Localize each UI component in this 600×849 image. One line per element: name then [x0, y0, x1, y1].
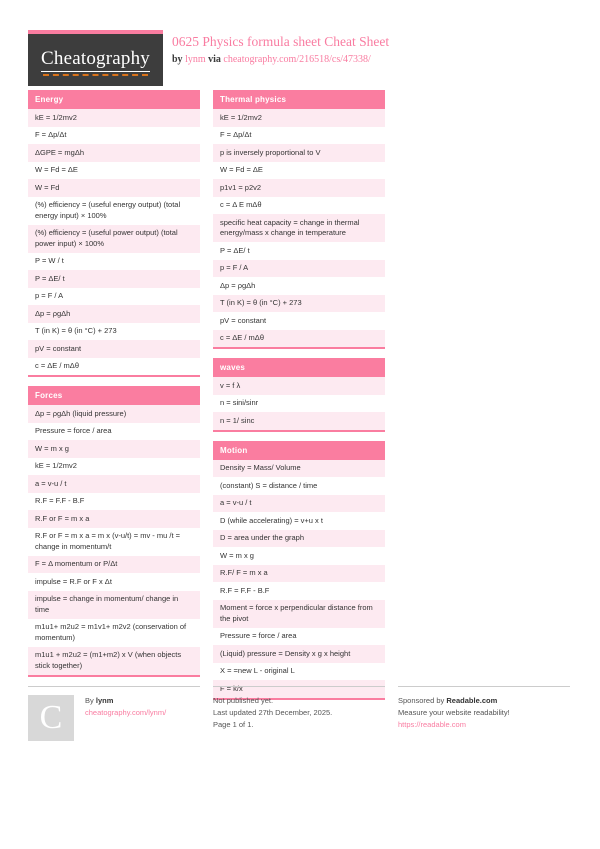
formula-row: F = Δ momentum or P/Δt — [28, 556, 200, 574]
footer-author-name: lynm — [95, 696, 114, 705]
formula-row: F = Δp/Δt — [28, 127, 200, 145]
author-link[interactable]: lynm — [185, 54, 206, 65]
formula-row: m1u1+ m2u2 = m1v1+ m2v2 (conservation of momentum) — [28, 619, 200, 647]
formula-row: impulse = R.F or F x Δt — [28, 573, 200, 591]
footer — [28, 686, 570, 741]
formula-row: p = F / A — [28, 288, 200, 306]
cheatography-logo[interactable] — [28, 30, 163, 86]
formula-row: F = Δp/Δt — [213, 127, 385, 145]
formula-row: Pressure = force / area — [213, 628, 385, 646]
section-thermal-physics — [213, 90, 385, 349]
formula-row: p is inversely proportional to V — [213, 144, 385, 162]
formula-row: F = k/x — [213, 680, 385, 698]
publish-status: Not published yet. — [213, 696, 274, 705]
sponsor-tagline: Measure your website readability! — [398, 708, 510, 717]
last-updated: Last updated 27th December, 2025. — [213, 708, 333, 717]
formula-row: Δp = ρgΔh — [213, 277, 385, 295]
formula-row: (Liquid) pressure = Density x g x height — [213, 645, 385, 663]
column-left — [28, 90, 200, 709]
title-block — [172, 34, 389, 65]
section-header: Motion — [213, 441, 385, 460]
sheet-url-link[interactable]: cheatography.com/216518/cs/47338/ — [223, 54, 371, 65]
formula-row: c = ΔE / mΔθ — [28, 358, 200, 376]
formula-row: Δp = ρgΔh (liquid pressure) — [28, 405, 200, 423]
formula-row: c = ΔE / mΔθ — [213, 330, 385, 348]
formula-row: P = ΔE/ t — [213, 242, 385, 260]
formula-row: R.F or F = m x a = m x (v-u/t) = mv - mu /t = change in momentum/t — [28, 528, 200, 556]
formula-row: R.F = F.F - B.F — [28, 493, 200, 511]
formula-row: a = v-u / t — [213, 495, 385, 513]
section-forces — [28, 386, 200, 677]
formula-row: R.F/ F = m x a — [213, 565, 385, 583]
formula-row: D = area under the graph — [213, 530, 385, 548]
formula-row: D (while accelerating) = v+u x t — [213, 512, 385, 530]
avatar-letter: C — [39, 698, 63, 736]
formula-row: X = =new L - original L — [213, 663, 385, 681]
by-label: by — [172, 54, 183, 65]
section-waves — [213, 358, 385, 432]
via-label: via — [208, 54, 221, 65]
section-header: waves — [213, 358, 385, 377]
footer-by-line: By lynm — [85, 696, 114, 705]
formula-row: P = W / t — [28, 253, 200, 271]
section-header: Forces — [28, 386, 200, 405]
formula-row: T (in K) = θ (in °C) + 273 — [28, 323, 200, 341]
byline — [172, 54, 389, 65]
formula-row: W = Fd = ΔE — [213, 162, 385, 180]
formula-row: Δp = ρgΔh — [28, 305, 200, 323]
section-energy — [28, 90, 200, 377]
formula-row: a = v-u / t — [28, 475, 200, 493]
section-motion — [213, 441, 385, 700]
footer-sponsor-col — [398, 686, 570, 741]
column-right — [398, 90, 570, 709]
page-info: Page 1 of 1. — [213, 720, 254, 729]
section-header: Thermal physics — [213, 90, 385, 109]
formula-row: v = f λ — [213, 377, 385, 395]
formula-row: W = Fd — [28, 179, 200, 197]
formula-row: ΔGPE = mgΔh — [28, 144, 200, 162]
formula-row: pV = constant — [28, 340, 200, 358]
section-header: Energy — [28, 90, 200, 109]
author-avatar[interactable] — [28, 695, 74, 741]
formula-row: P = ΔE/ t — [28, 270, 200, 288]
page-title: 0625 Physics formula sheet Cheat Sheet — [172, 34, 390, 49]
formula-row: R.F or F = m x a — [28, 510, 200, 528]
formula-row: kE = 1/2mv2 — [28, 458, 200, 476]
formula-row: p = F / A — [213, 260, 385, 278]
formula-row: Pressure = force / area — [28, 423, 200, 441]
formula-row: W = m x g — [28, 440, 200, 458]
formula-row: m1u1 + m2u2 = (m1+m2) x V (when objects stick together) — [28, 647, 200, 675]
formula-row: (constant) S = distance / time — [213, 477, 385, 495]
formula-row: kE = 1/2mv2 — [213, 109, 385, 127]
formula-row: Density = Mass/ Volume — [213, 460, 385, 478]
sponsor-line: Sponsored by Readable.com — [398, 696, 498, 705]
formula-row: W = Fd = ΔE — [28, 162, 200, 180]
formula-row: kE = 1/2mv2 — [28, 109, 200, 127]
footer-author-col — [28, 686, 200, 741]
formula-row: c = Δ E mΔθ — [213, 197, 385, 215]
formula-row: W = m x g — [213, 547, 385, 565]
column-middle — [213, 90, 385, 709]
formula-row: n = 1/ sinc — [213, 412, 385, 430]
sponsor-link[interactable]: https://readable.com — [398, 720, 466, 729]
sponsor-name: Readable.com — [446, 696, 498, 705]
formula-row: pV = constant — [213, 312, 385, 330]
formula-row: p1v1 = p2v2 — [213, 179, 385, 197]
formula-row: specific heat capacity = change in thermal energy/mass x change in temperature — [213, 214, 385, 242]
sheet-columns — [28, 90, 570, 709]
formula-row: T (in K) = θ (in °C) + 273 — [213, 295, 385, 313]
formula-row: (%) efficiency = (useful energy output) (total energy input) × 100% — [28, 197, 200, 225]
formula-row: n = sini/sinr — [213, 395, 385, 413]
formula-row: Moment = force x perpendicular distance from the pivot — [213, 600, 385, 628]
footer-status-col — [213, 686, 385, 741]
formula-row: impulse = change in momentum/ change in time — [28, 591, 200, 619]
logo-text: Cheatography — [41, 48, 150, 72]
formula-row: R.F = F.F - B.F — [213, 582, 385, 600]
footer-author-link[interactable]: cheatography.com/lynm/ — [85, 708, 167, 717]
formula-row: (%) efficiency = (useful power output) (total power input) × 100% — [28, 225, 200, 253]
